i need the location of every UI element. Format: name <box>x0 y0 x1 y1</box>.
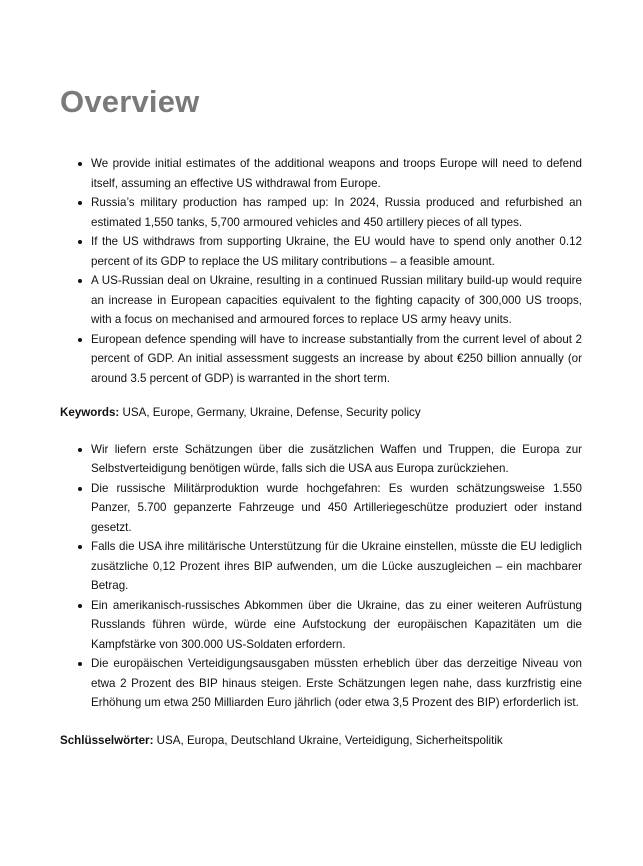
bullet-icon <box>78 338 82 342</box>
bullet-icon <box>78 662 82 666</box>
list-item <box>60 330 582 389</box>
list-item-text: We provide initial estimates of the additional weapons and troops Europe will need to defend itself, assuming an effective US withdrawal from Europe. <box>91 157 582 190</box>
list-item-text: Russia’s military production has ramped up: In 2024, Russia produced and refurbished an estimated 1,550 tanks, 5,700 armoured vehicles and 450 artillery pieces of all types. <box>91 196 582 229</box>
list-item-text: Die russische Militärproduktion wurde hochgefahren: Es wurden schätzungsweise 1.550 Panzer, 5.700 gepanzerte Fahrzeuge und 450 Artilleriegeschütze produziert oder instand gesetzt. <box>91 481 582 534</box>
list-item <box>60 232 582 271</box>
list-item-text: Die europäischen Verteidigungsausgaben müssten erheblich über das derzeitige Niveau von etwa 2 Prozent des BIP hinaus steigen. Erste Schätzungen legen nahe, dass kurzfristig eine Erhöhung um etwa 250 Milliarden Euro jährlich (oder etwa 3,5 Prozent des BIP) erforderlich ist. <box>91 657 582 709</box>
list-item <box>60 537 582 596</box>
bullet-icon <box>78 487 82 491</box>
list-item <box>60 271 582 330</box>
bullet-icon <box>78 448 82 452</box>
list-item <box>60 193 582 232</box>
keywords-label: Schlüsselwörter: <box>60 733 154 747</box>
list-item-text: If the US withdraws from supporting Ukraine, the EU would have to spend only another 0.12 percent of its GDP to replace the US military contributions – a feasible amount. <box>91 235 582 268</box>
keywords-text: USA, Europe, Germany, Ukraine, Defense, Security policy <box>119 406 421 419</box>
page-title: Overview <box>60 84 200 119</box>
bullet-icon <box>78 545 82 549</box>
list-item-text: Wir liefern erste Schätzungen über die zusätzlichen Waffen und Truppen, die Europa zur Selbstverteidigung benötigen würde, falls sich die USA aus Europa zurückziehen. <box>91 442 582 475</box>
keywords-de <box>60 731 582 751</box>
keywords-en <box>60 403 582 423</box>
bullet-icon <box>78 604 82 608</box>
bullet-icon <box>78 240 82 244</box>
bullet-icon <box>78 162 82 166</box>
list-item-text: European defence spending will have to increase substantially from the current level of about 2 percent of GDP. An initial assessment suggests an increase by about €250 billion annually (or around 3.5 percent of GDP) is warranted in the short term. <box>91 332 582 385</box>
list-item-text: Falls die USA ihre militärische Unterstützung für die Ukraine einstellen, müsste die EU lediglich zusätzliche 0,12 Prozent ihres BIP aufwenden, um die Lücke auszugleichen – ein machbarer Betrag. <box>91 540 582 592</box>
list-item <box>60 596 582 655</box>
list-item <box>60 479 582 538</box>
list-item-text: Ein amerikanisch-russisches Abkommen über die Ukraine, das zu einer weiteren Aufrüstung Russlands führen würde, würde eine Aufstockung der europäischen Kapazitäten um die Kampfstärke von 300.000 US-Soldaten erfordern. <box>91 598 582 651</box>
list-item <box>60 154 582 193</box>
keywords-label: Keywords: <box>60 406 120 419</box>
summary-list-en <box>60 154 582 388</box>
keywords-text: USA, Europa, Deutschland Ukraine, Verteidigung, Sicherheitspolitik <box>153 733 503 747</box>
bullet-icon <box>78 279 82 283</box>
list-item <box>60 440 582 479</box>
list-item <box>60 654 582 713</box>
list-item-text: A US-Russian deal on Ukraine, resulting in a continued Russian military build-up would require an increase in European capacities equivalent to the fighting capacity of 300,000 US troops, with a focus on mechanised and armoured forces to replace US army heavy units. <box>91 274 582 326</box>
bullet-icon <box>78 201 82 205</box>
summary-list-de <box>60 440 582 713</box>
